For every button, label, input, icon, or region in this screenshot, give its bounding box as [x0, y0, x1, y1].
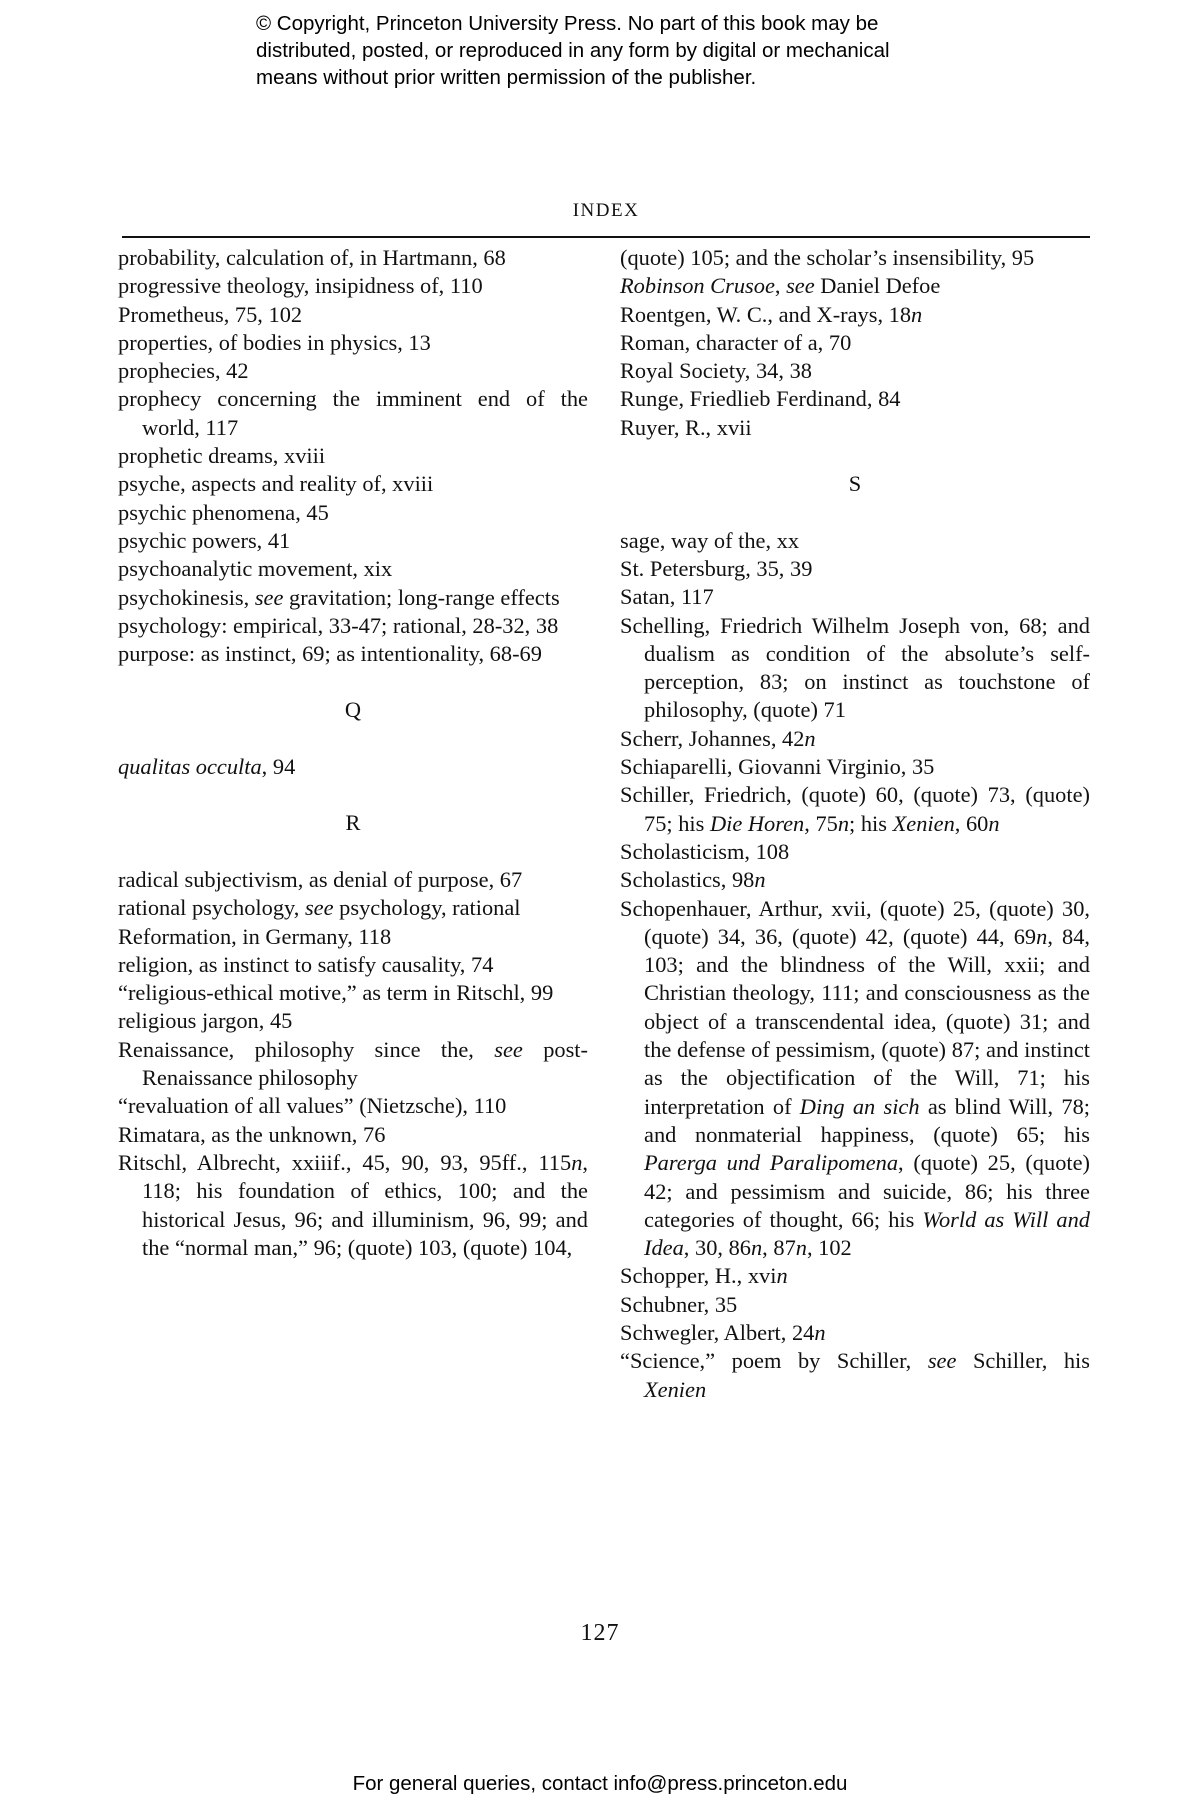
index-entry: (quote) 105; and the scholar’s insensibility, 95 — [620, 245, 1035, 270]
copyright-notice — [256, 10, 1016, 91]
index-entry: Royal Society, 34, 38 — [620, 358, 812, 384]
index-entry: religion, as instinct to satisfy causality, 74 — [118, 951, 494, 977]
letter-heading-q: Q — [344, 697, 362, 723]
copyright-line-2: distributed, posted, or reproduced in any form by digital or mechanical — [256, 39, 890, 62]
copyright-line-1: © Copyright, Princeton University Press. No part of this book may be — [256, 12, 879, 35]
index-entry: probability, calculation of, in Hartmann, 68 — [118, 245, 506, 270]
index-column-right — [620, 244, 1090, 1404]
index-entry: religious jargon, 45 — [118, 1008, 293, 1034]
index-entry: rational psychology, see psychology, rational — [118, 895, 521, 921]
index-entry: psyche, aspects and reality of, xviii — [118, 471, 434, 497]
index-entry: Scherr, Johannes, 42n — [620, 725, 816, 751]
index-entry: prophecy concerning the imminent end of the world, 117 — [118, 386, 588, 440]
index-entry: Scholasticism, 108 — [620, 838, 790, 864]
index-entry: Schelling, Friedrich Wilhelm Joseph von, 68; and dualism as condition of the absolute’s self-perception, 83; on instinct as touchstone of philosophy, (quote) 71 — [620, 612, 1090, 723]
index-entry: qualitas occulta, 94 — [118, 754, 296, 780]
index-entry: Reformation, in Germany, 118 — [118, 923, 392, 949]
index-entry: prophecies, 42 — [118, 358, 249, 384]
entries-q — [118, 753, 588, 781]
index-entry: “revaluation of all values” (Nietzsche), 110 — [118, 1093, 507, 1119]
index-entry: Schiaparelli, Giovanni Virginio, 35 — [620, 754, 935, 780]
index-entry: Schwegler, Albert, 24n — [620, 1319, 826, 1345]
index-entry: Schubner, 35 — [620, 1291, 738, 1317]
header-rule — [122, 236, 1090, 238]
page-number: 127 — [580, 1620, 620, 1646]
index-entry: Ruyer, R., xvii — [620, 414, 752, 440]
letter-heading-r: R — [345, 810, 361, 836]
index-entry: psychoanalytic movement, xix — [118, 556, 393, 582]
index-entry: Ritschl, Albrecht, xxiiif., 45, 90, 93, 95ff., 115n, 118; his foundation of ethics, 100; and the historical Jesus, 96; and illuminism, 96, 99; and the “normal man,” 96; (quote) 103, (quote) 104, — [118, 1149, 588, 1260]
index-entry: progressive theology, insipidness of, 110 — [118, 273, 483, 299]
index-entry: Roman, character of a, 70 — [620, 329, 852, 355]
index-entry: “Science,” poem by Schiller, see Schiller, his Xenien — [620, 1348, 1090, 1402]
index-entry: radical subjectivism, as denial of purpose, 67 — [118, 866, 523, 892]
copyright-line-3: means without prior written permission of the publisher. — [256, 66, 757, 89]
entries-p — [118, 244, 588, 668]
index-entry: psychic phenomena, 45 — [118, 499, 329, 525]
index-entry: Satan, 117 — [620, 584, 714, 610]
running-header: INDEX — [572, 200, 640, 221]
index-entry: Rimatara, as the unknown, 76 — [118, 1121, 386, 1147]
index-entry: “religious-ethical motive,” as term in Ritschl, 99 — [118, 980, 554, 1006]
index-entry: prophetic dreams, xviii — [118, 443, 326, 469]
index-entry: Schopper, H., xvin — [620, 1263, 788, 1289]
index-column-left — [118, 244, 588, 1262]
index-entry: psychokinesis, see gravitation; long-range effects — [118, 584, 560, 610]
index-entry: Schopenhauer, Arthur, xvii, (quote) 25, (quote) 30, (quote) 34, 36, (quote) 42, (quote) 44, 69n, 84, 103; and the blindness of the Will, xxii; and Christian theology, 111; and consciousness as the object of a transcendental idea, (quote) 31; and the defense of pessimism, (quote) 87; and instinct as the objectification of the Will, 71; his interpretation of Ding an sich as blind Will, 78; and nonmaterial happiness, (quote) 65; his Parerga und Paralipomena, (quote) 25, (quote) 42; and pessimism and suicide, 86; his three categories of thought, 66; his World as Will and Idea, 30, 86n, 87n, 102 — [620, 895, 1091, 1261]
index-entry: psychic powers, 41 — [118, 527, 291, 553]
index-entry: Prometheus, 75, 102 — [118, 301, 303, 327]
entries-r — [118, 866, 588, 1262]
index-entry: St. Petersburg, 35, 39 — [620, 555, 813, 581]
index-entry: properties, of bodies in physics, 13 — [118, 329, 431, 355]
index-entry: Scholastics, 98n — [620, 867, 766, 893]
footer-contact: For general queries, contact info@press.princeton.edu — [352, 1772, 848, 1795]
index-entry: Schiller, Friedrich, (quote) 60, (quote) 73, (quote) 75; his Die Horen, 75n; his Xenien, 60n — [620, 782, 1090, 836]
index-entry: Runge, Friedlieb Ferdinand, 84 — [620, 386, 901, 412]
index-entry: Robinson Crusoe, see Daniel Defoe — [620, 273, 941, 299]
entries-r-continued — [620, 244, 1090, 442]
entries-s — [620, 527, 1090, 1404]
index-entry: psychology: empirical, 33-47; rational, 28-32, 38 — [118, 612, 559, 638]
index-entry: Roentgen, W. C., and X-rays, 18n — [620, 301, 923, 327]
letter-heading-s: S — [848, 471, 862, 497]
index-entry: Renaissance, philosophy since the, see post-Renaissance philosophy — [118, 1036, 588, 1091]
index-entry: purpose: as instinct, 69; as intentionality, 68-69 — [118, 641, 542, 667]
index-entry: sage, way of the, xx — [620, 527, 800, 553]
